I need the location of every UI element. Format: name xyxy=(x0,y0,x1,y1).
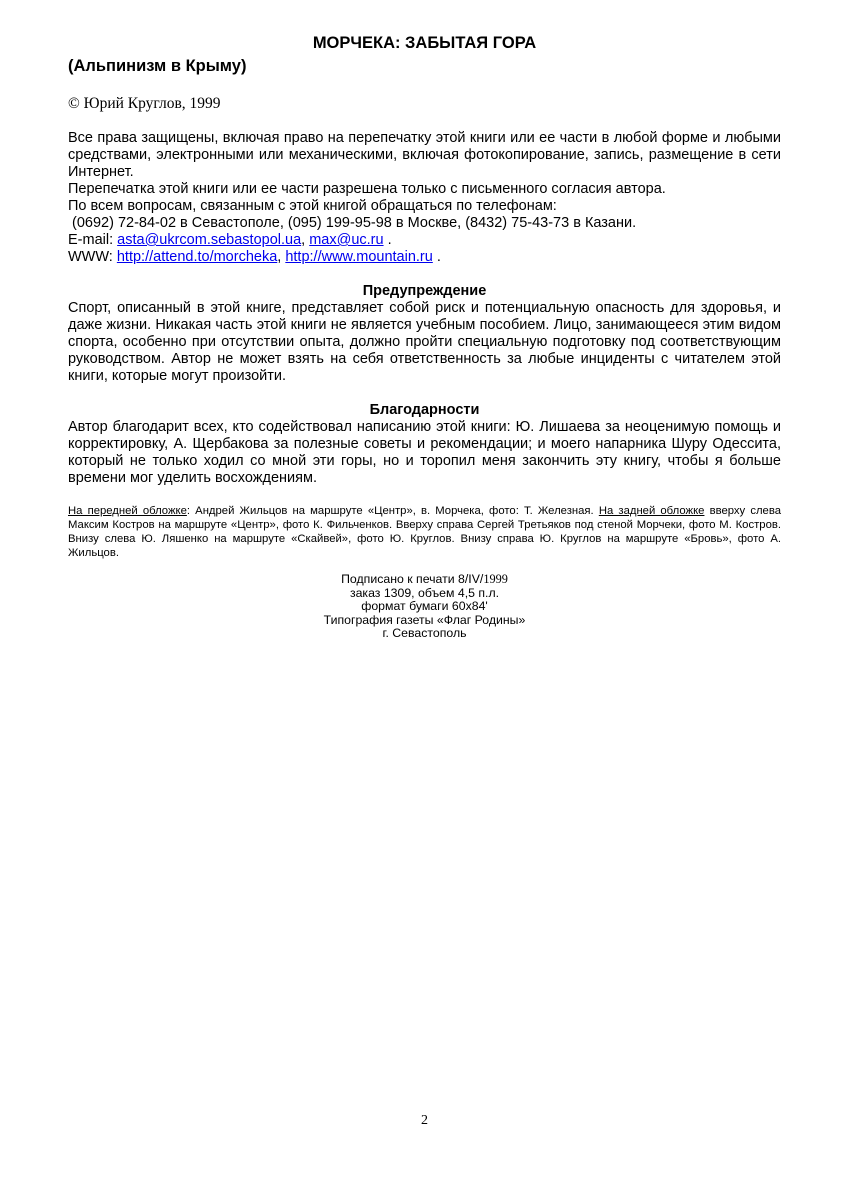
front-cover-text: : Андрей Жильцов на маршруте «Центр», в. Морчека, фото: Т. Железная. xyxy=(186,505,599,517)
imprint-city-line: г. Севастополь xyxy=(382,626,467,640)
cover-credits-paragraph xyxy=(68,504,781,560)
rights-paragraph: Все права защищены, включая право на перепечатку этой книги или ее части в любой форме и любыми средствами, электронными или механическими, включая фотокопирование, запись, размещение в сети Интернет. xyxy=(68,130,781,180)
email-line xyxy=(68,232,781,249)
email-link-max[interactable]: max@uc.ru xyxy=(309,232,384,248)
www-suffix: . xyxy=(432,249,441,265)
www-link-morcheka[interactable]: http://attend.to/morcheka xyxy=(116,249,278,265)
book-title: МОРЧЕКА: ЗАБЫТАЯ ГОРА xyxy=(312,34,537,52)
www-line xyxy=(68,249,781,266)
imprint-print-date-line xyxy=(68,573,781,587)
email-suffix: . xyxy=(383,232,392,248)
contact-intro-line: По всем вопросам, связанным с этой книгой обращаться по телефонам: xyxy=(68,198,557,214)
warning-heading: Предупреждение xyxy=(362,283,487,299)
www-link-mountain[interactable]: http://www.mountain.ru xyxy=(285,249,433,265)
www-separator: , xyxy=(277,249,286,265)
copyright-line: © Юрий Круглов, 1999 xyxy=(68,95,221,112)
imprint-block xyxy=(68,573,781,641)
back-cover-text: вверху слева Максим Костров на маршруте «Центр», фото К. Фильченков. Вверху справа Сергей Третьяков под стеной Морчеки, фото М. Костров. Внизу слева Ю. Ляшенко на маршруте «Скайвей», фото Ю. Круглов. Внизу справа Ю. Круглов на маршруте «Бровь», фото А. Жильцов. xyxy=(68,505,781,559)
email-label: E-mail: xyxy=(68,232,118,248)
front-cover-label: На передней обложке xyxy=(68,505,187,517)
imprint-print-date-prefix: Подписано к печати 8/IV/ xyxy=(341,572,484,586)
imprint-order-line: заказ 1309, объем 4,5 п.л. xyxy=(349,585,500,600)
warning-paragraph: Спорт, описанный в этой книге, представляет собой риск и потенциальную опасность для здоровья, и даже жизни. Никакая часть этой книги не является учебным пособием. Лицо, занимающееся этим видом спорта, особенно при отсутствии опыта, должно пройти специальную подготовку под соответствующим руководством. Автор не может взять на себя ответственность за любые инциденты с читателем этой книги, которые могут произойти. xyxy=(68,300,781,384)
rights-section xyxy=(68,130,781,266)
reprint-permission-line: Перепечатка этой книги или ее части разрешена только с письменного согласия автора. xyxy=(68,181,666,197)
back-cover-label: На задней обложке xyxy=(598,505,705,517)
email-link-asta[interactable]: asta@ukrcom.sebastopol.ua xyxy=(117,232,302,248)
acknowledgments-heading: Благодарности xyxy=(369,402,480,418)
email-separator: , xyxy=(301,232,310,248)
phone-numbers-line: (0692) 72-84-02 в Севастополе, (095) 199-95-98 в Москве, (8432) 75-43-73 в Казани. xyxy=(68,215,637,231)
www-label: WWW: xyxy=(68,249,117,265)
imprint-print-date-year: 1999 xyxy=(483,572,508,586)
imprint-printing-house-line: Типография газеты «Флаг Родины» xyxy=(323,612,526,627)
imprint-paper-format-line: формат бумаги 60х84' xyxy=(361,599,488,613)
book-subtitle: (Альпинизм в Крыму) xyxy=(68,57,247,75)
acknowledgments-paragraph: Автор благодарит всех, кто содействовал написанию этой книги: Ю. Лишаева за неоценимую помощь и корректировку, А. Щербакова за полезные советы и рекомендации; и моего напарника Шуру Одессита, который не только ходил со мной эти горы, но и торопил меня закончить эту книгу, чтобы я больше времени мог уделить восхождениям. xyxy=(68,419,781,486)
page-number: 2 xyxy=(421,1113,428,1128)
